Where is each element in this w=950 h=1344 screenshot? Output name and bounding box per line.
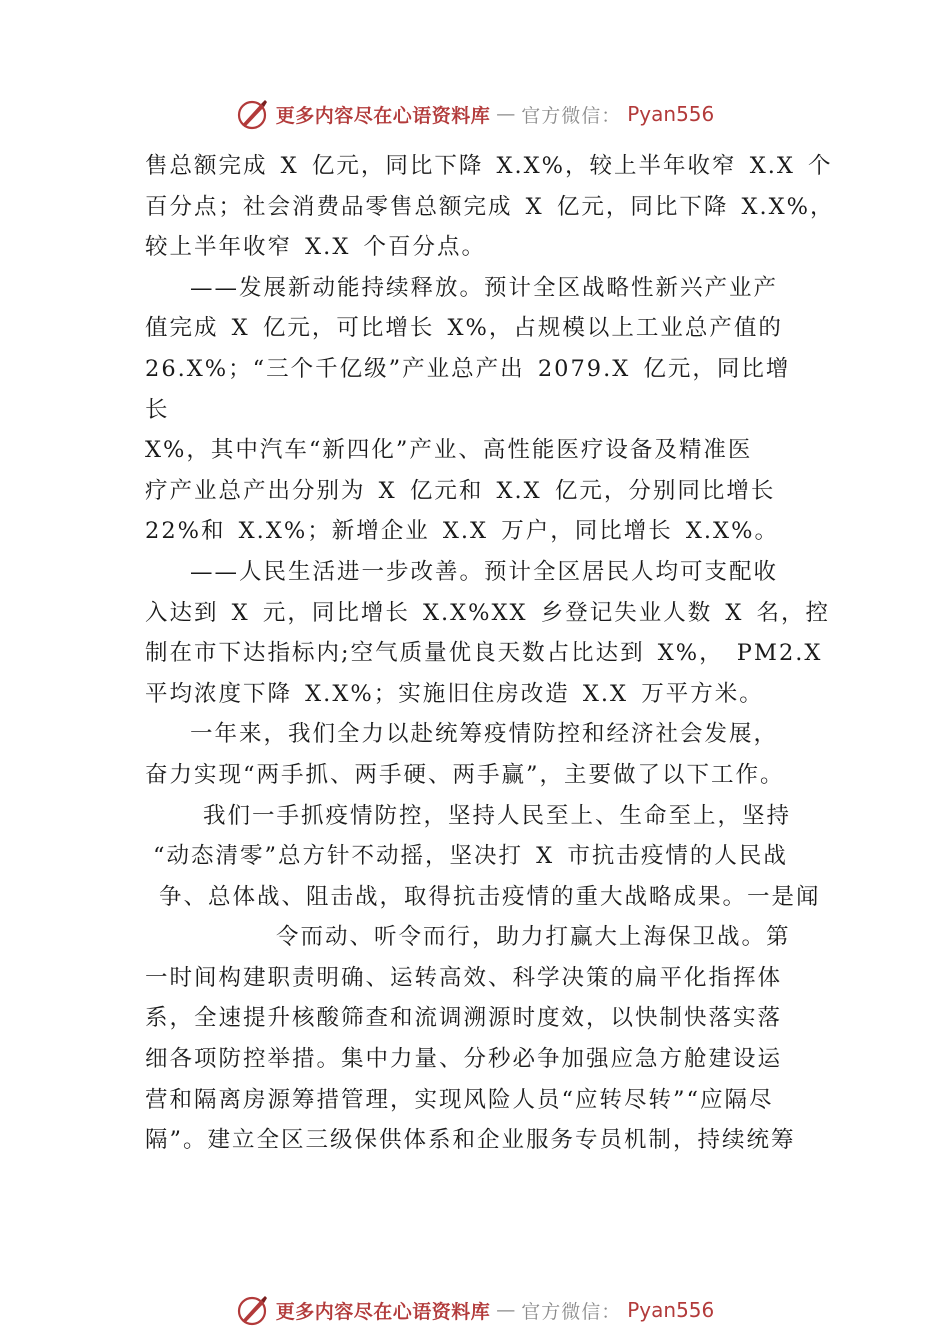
text-line: 售总额完成 X 亿元，同比下降 X.X%，较上半年收窄 X.X 个 <box>145 153 833 179</box>
text-line: 制在市下达指标内;空气质量优良天数占比达到 X%， PM2.X <box>145 640 823 667</box>
banner-dash: — <box>496 1299 516 1321</box>
text-line: 一年来，我们全力以赴统筹疫情防控和经济社会发展， <box>190 721 779 748</box>
text-line: 细各项防控举措。集中力量、分秒必争加强应急方舱建设运 <box>145 1046 783 1073</box>
banner-wechat-label: 官方微信： <box>521 104 622 127</box>
text-line: 22%和 X.X%；新增企业 X.X 万户，同比增长 X.X%。 <box>145 518 779 545</box>
footer-banner <box>0 1290 950 1330</box>
pen-logo-icon <box>236 97 270 131</box>
banner-title: 更多内容尽在心语资料库 <box>275 1300 491 1323</box>
text-line: 系，全速提升核酸筛查和流调溯源时度效，以快制快落实落 <box>145 1005 783 1032</box>
text-line: 26.X%；“三个千亿级”产业总产出 2079.X 亿元，同比增 <box>145 355 791 382</box>
text-line: 百分点；社会消费品零售总额完成 X 亿元，同比下降 X.X%， <box>145 193 835 220</box>
text-line: 入达到 X 元，同比增长 X.X%XX 乡登记失业人数 X 名，控 <box>145 599 831 626</box>
text-line: 较上半年收窄 X.X 个百分点。 <box>145 234 486 261</box>
text-line: 疗产业总产出分别为 X 亿元和 X.X 亿元，分别同比增长 <box>145 477 776 504</box>
banner-wechat-id: Pyan556 <box>627 102 715 126</box>
banner-title: 更多内容尽在心语资料库 <box>275 104 491 127</box>
text-line: 营和隔离房源筹措管理，实现风险人员“应转尽转”“应隔尽 <box>145 1086 774 1113</box>
text-line: 长 <box>145 396 170 423</box>
text-line: “动态清零”总方针不动摇，坚决打 X 市抗击疫情的人民战 <box>153 843 788 870</box>
text-line: 一时间构建职责明确、运转高效、科学决策的扁平化指挥体 <box>145 964 783 991</box>
banner-wechat-id: Pyan556 <box>627 1298 715 1322</box>
text-line: X%，其中汽车“新四化”产业、高性能医疗设备及精准医 <box>145 437 753 464</box>
text-line: 平均浓度下降 X.X%；实施旧住房改造 X.X 万平方米。 <box>145 680 764 707</box>
pen-logo-icon <box>236 1293 270 1327</box>
text-line: 我们一手抓疫情防控，坚持人民至上、生命至上，坚持 <box>203 802 792 829</box>
text-line: 值完成 X 亿元，可比增长 X%，占规模以上工业总产值的 <box>145 315 783 342</box>
text-line: ——人民生活进一步改善。预计全区居民人均可支配收 <box>190 558 779 585</box>
text-line: 隔”。建立全区三级保供体系和企业服务专员机制，持续统筹 <box>145 1127 796 1154</box>
banner-wechat-label: 官方微信： <box>521 1300 622 1323</box>
document-body <box>145 146 835 1161</box>
text-line: 令而动、听令而行，助力打赢大上海保卫战。第 <box>276 924 791 951</box>
text-line: ——发展新动能持续释放。预计全区战略性新兴产业产 <box>190 274 779 301</box>
banner-dash: — <box>496 103 516 125</box>
text-line: 奋力实现“两手抓、两手硬、两手赢”，主要做了以下工作。 <box>145 761 785 788</box>
text-line: 争、总体战、阻击战，取得抗击疫情的重大战略成果。一是闻 <box>159 883 821 910</box>
header-banner <box>0 94 950 134</box>
